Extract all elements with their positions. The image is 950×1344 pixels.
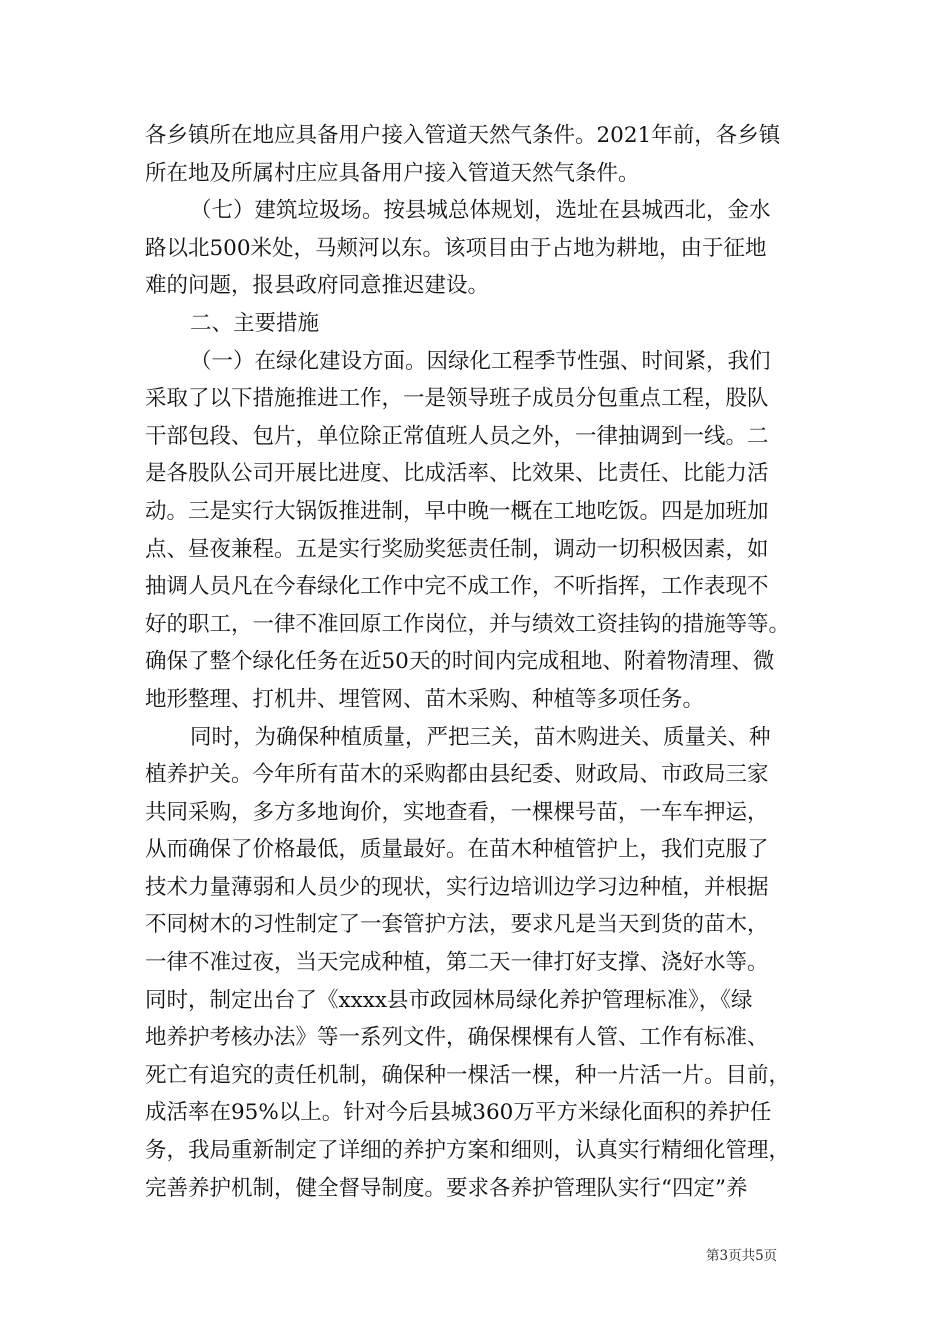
text-line: 一律不准过夜，当天完成种植，第二天一律打好支撑、浇好水等。 [145,950,769,976]
text-line: 确保了整个绿化任务在近50天的时间内完成租地、附着物清理、微 [145,649,775,675]
text-line: 技术力量薄弱和人员少的现状，实行边培训边学习边种植，并根据 [145,874,769,900]
text-line: （七）建筑垃圾场。按县城总体规划，选址在县城西北，金水 [190,198,771,224]
text-line: 抽调人员凡在今春绿化工作中完不成工作，不听指挥，工作表现不 [145,574,769,600]
text-line: 地养护考核办法》等一系列文件，确保棵棵有人管、工作有标准、 [145,1025,769,1051]
text-line: 成活率在95%以上。针对今后县城360万平方米绿化面积的养护任 [145,1100,772,1126]
text-line: 难的问题，报县政府同意推迟建设。 [145,273,490,299]
document-body [145,117,825,1207]
text-line: 动。三是实行大锅饭推进制，早中晚一概在工地吃饭。四是加班加 [145,498,769,524]
text-line: 死亡有追究的责任机制，确保种一棵活一棵，种一片活一片。目前， [145,1062,791,1088]
text-line: 地形整理、打机井、埋管网、苗木采购、种植等多项任务。 [145,686,705,712]
text-line: 植养护关。今年所有苗木的采购都由县纪委、财政局、市政局三家 [145,762,769,788]
text-line: 完善养护机制，健全督导制度。要求各养护管理队实行“四定”养 [145,1175,748,1201]
text-line: 好的职工，一律不准回原工作岗位，并与绩效工资挂钩的措施等等。 [145,611,791,637]
page-number: 第3页共5页 [706,1248,778,1264]
text-line: 点、昼夜兼程。五是实行奖励奖惩责任制，调动一切积极因素，如 [145,536,769,562]
text-line: 同时，为确保种植质量，严把三关，苗木购进关、质量关、种 [190,724,771,750]
text-line: 同时，制定出台了《xxxx县市政园林局绿化养护管理标准》，《绿 [145,987,753,1013]
text-line: 采取了以下措施推进工作，一是领导班子成员分包重点工程，股队 [145,386,769,412]
text-line: （一）在绿化建设方面。因绿化工程季节性强、时间紧，我们 [190,348,771,374]
text-line: 共同采购，多方多地询价，实地查看，一棵棵号苗，一车车押运， [145,799,769,825]
text-line: 二、主要措施 [190,310,320,336]
text-line: 所在地及所属村庄应具备用户接入管道天然气条件。 [145,160,640,186]
text-line: 路以北500米处，马颊河以东。该项目由于占地为耕地，由于征地 [145,235,767,261]
text-line: 各乡镇所在地应具备用户接入管道天然气条件。2021年前，各乡镇 [145,123,781,148]
text-line: 是各股队公司开展比进度、比成活率、比效果、比责任、比能力活 [145,461,769,487]
text-line: 不同树木的习性制定了一套管护方法，要求凡是当天到货的苗木， [145,912,769,938]
text-line: 从而确保了价格最低，质量最好。在苗木种植管护上，我们克服了 [145,837,769,863]
text-line: 干部包段、包片，单位除正常值班人员之外，一律抽调到一线。二 [145,423,769,449]
text-line: 务，我局重新制定了详细的养护方案和细则，认真实行精细化管理， [145,1138,791,1164]
